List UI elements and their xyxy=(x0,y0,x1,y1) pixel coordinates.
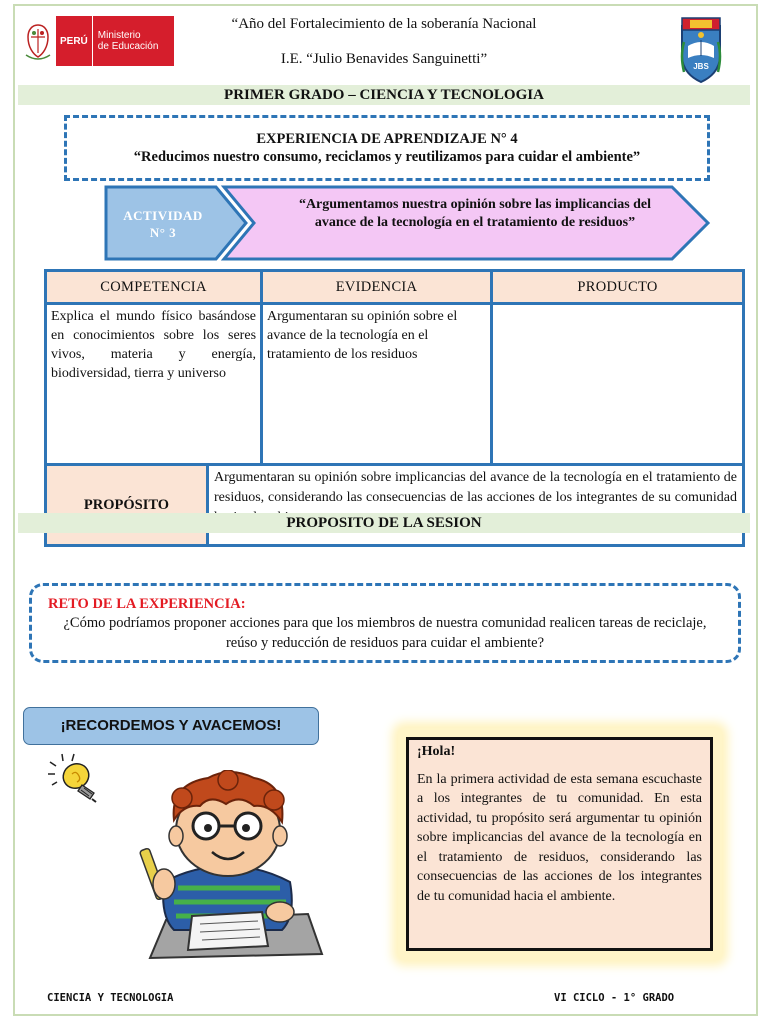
table-header-row xyxy=(46,271,744,304)
reto-box xyxy=(29,583,741,663)
boy-writing-illustration xyxy=(130,770,326,960)
lightbulb-icon xyxy=(46,752,112,804)
hola-body: En la primera actividad de esta semana escuchaste a los integrantes de tu comunidad. En esta actividad, tu propósito será argumentar tu opinión sobre implicancias del avance de la tecnología en el tratamiento de residuos, considerando las consecuencias de las acciones de los integrantes de tu comunidad hacia el ambiente. xyxy=(417,771,702,904)
cell-producto xyxy=(492,304,744,465)
table-row-proposito xyxy=(46,465,744,546)
table-row xyxy=(46,304,744,465)
reto-text: ¿Cómo podríamos proponer acciones para que los miembros de nuestra comunidad realicen tareas de reciclaje, reúso y reducción de residuos para cuidar el ambiente? xyxy=(63,615,707,651)
competency-table xyxy=(44,269,745,547)
activity-label-line2: N° 3 xyxy=(149,225,177,240)
header-evidencia: EVIDENCIA xyxy=(262,271,492,304)
hola-box xyxy=(406,737,713,951)
recordemos-banner: ¡RECORDEMOS Y AVACEMOS! xyxy=(23,707,319,745)
header-school-name: I.E. “Julio Benavides Sanguinetti” xyxy=(280,51,488,67)
header-competencia: COMPETENCIA xyxy=(46,271,262,304)
hola-greeting: ¡Hola! xyxy=(417,744,456,759)
grade-band: PRIMER GRADO – CIENCIA Y TECNOLOGIA xyxy=(18,85,750,105)
experience-subtitle: “Reducimos nuestro consumo, reciclamos y reutilizamos para cuidar el ambiente” xyxy=(133,149,641,165)
activity-label xyxy=(108,207,218,241)
cell-competencia: Explica el mundo físico basándose en conocimientos sobre los seres vivos, materia y energía, biodiversidad, tierra y universo xyxy=(46,304,262,465)
footer-course: CIENCIA Y TECNOLOGIA xyxy=(47,992,174,1004)
activity-label-line1: ACTIVIDAD xyxy=(123,208,203,223)
logo-ministry: Ministerio de Educación xyxy=(97,30,159,52)
cell-evidencia: Argumentaran su opinión sobre el avance de la tecnología en el tratamiento de los residuos xyxy=(262,304,492,465)
footer-cycle: VI CICLO - 1° GRADO xyxy=(554,992,675,1004)
session-band: PROPOSITO DE LA SESION xyxy=(18,513,750,533)
header-year-motto: “Año del Fortalecimiento de la soberanía Nacional xyxy=(231,16,537,32)
reto-title: RETO DE LA EXPERIENCIA: xyxy=(48,596,246,612)
activity-title: “Argumentamos nuestra opinión sobre las implicancias del avance de la tecnología en el tratamiento de residuos” xyxy=(298,197,652,230)
proposito-label: PROPÓSITO xyxy=(46,465,208,546)
experience-title: EXPERIENCIA DE APRENDIZAJE N° 4 xyxy=(256,131,518,147)
logo-country: PERÚ xyxy=(56,16,93,66)
emblem-initials: JBS xyxy=(693,62,709,71)
header-producto: PRODUCTO xyxy=(492,271,744,304)
experience-box xyxy=(64,115,710,181)
proposito-text: Argumentaran su opinión sobre implicancias del avance de la tecnología en el tratamiento de residuos, considerando las consecuencias de las acciones de los integrantes de su comunidad xyxy=(208,465,744,546)
